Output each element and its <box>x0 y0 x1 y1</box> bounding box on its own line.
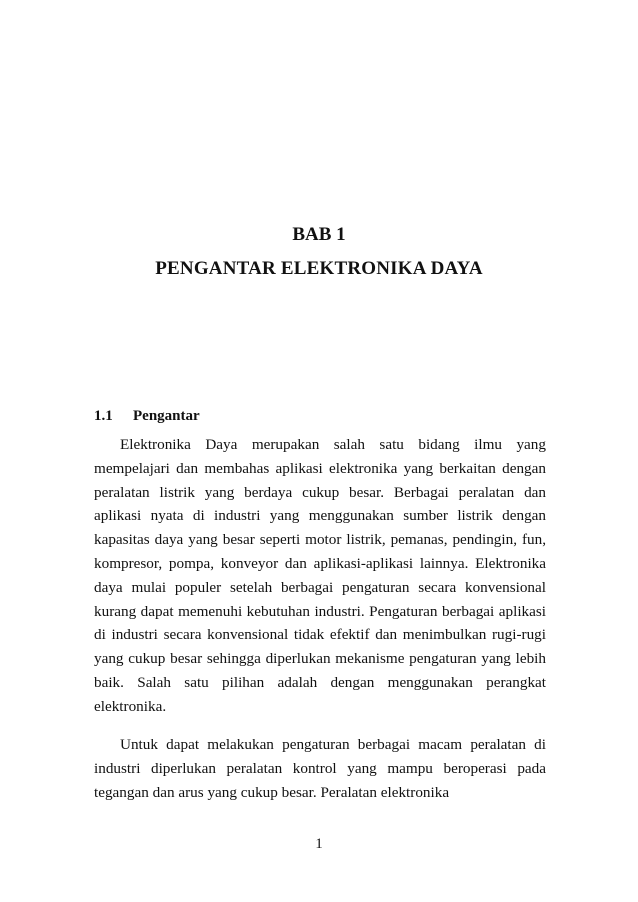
body-paragraph: Untuk dapat melakukan pengaturan berbagai macam peralatan di industri diperlukan peralatan kontrol yang mampu beroperasi pada tegangan dan arus yang cukup besar. Peralatan elektronika <box>94 736 546 801</box>
body-paragraph: Elektronika Daya merupakan salah satu bidang ilmu yang mempelajari dan membahas aplikasi elektronika yang berkaitan dengan peralatan listrik yang berdaya cukup besar. Berbagai peralatan dan aplikasi nyata di industri yang menggunakan sumber listrik dengan kapasitas daya yang besar seperti motor listrik, pemanas, pendingin, fun, kompresor, pompa, konveyor dan aplikasi-aplikasi lainnya. Elektronika daya mulai populer setelah berbagai pengaturan secara konvensional kurang dapat memenuhi kebutuhan industri. Pengaturan berbagai aplikasi di industri secara konvensional tidak efektif dan menimbulkan rugi-rugi yang cukup besar sehingga diperlukan mekanisme pengaturan yang lebih baik. Salah satu pilihan adalah dengan menggunakan perangkat elektronika. <box>94 436 546 715</box>
page-number: 1 <box>315 836 323 852</box>
chapter-title: PENGANTAR ELEKTRONIKA DAYA <box>155 258 483 279</box>
body-paragraph-2-block <box>94 733 546 804</box>
section-heading <box>94 408 200 425</box>
section-title: Pengantar <box>133 408 200 424</box>
section-number: 1.1 <box>94 408 113 424</box>
chapter-number: BAB 1 <box>292 224 346 245</box>
body-paragraph-1-block <box>94 433 546 719</box>
